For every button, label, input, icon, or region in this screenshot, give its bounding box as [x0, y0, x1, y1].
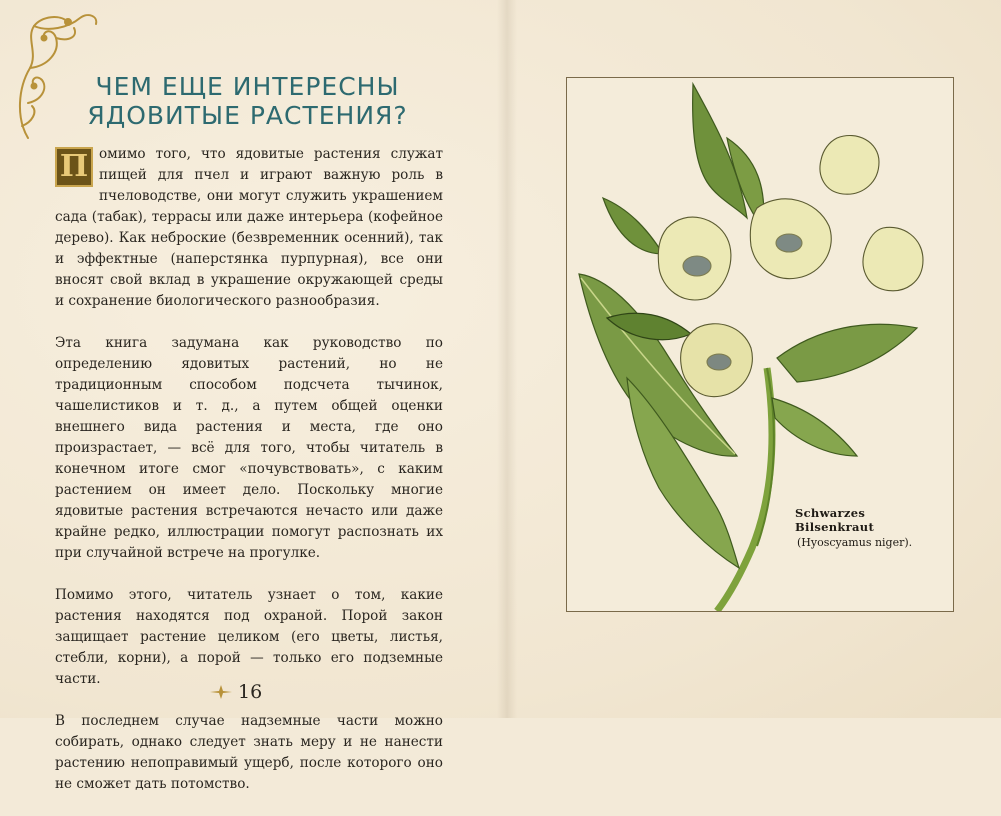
- paragraph-1: [55, 144, 443, 312]
- caption-latin: (Hyoscyamus niger).: [797, 536, 913, 549]
- paragraph-2: Эта книга задумана как руководство по определению ядовитых растений, но не традиционным способом подсчета тычинок, чашелистиков и т. д., а путем общей оценки внешнего вида растения и места, где оно произрастает, — всё для того, чтобы читатель в конечном итоге смог «почувствовать», с каким растением он имеет дело. Поскольку многие ядовитые растения встречаются нечасто или даже крайне редко, иллюстрации помогут распознать их при случайной встрече на прогулке.: [55, 335, 443, 561]
- title-line-2: ЯДОВИТЫЕ РАСТЕНИЯ?: [87, 101, 408, 130]
- caption-name: Schwarzes Bilsenkraut: [795, 506, 875, 534]
- paragraph-3: Помимо этого, читатель узнает о том, какие растения находятся под охраной. Порой закон защищает растение целиком (его цветы, листья, стебли, корни), а порой — только его подземные части.: [55, 587, 443, 687]
- star-ornament-icon: [210, 685, 232, 699]
- drop-cap: П: [55, 147, 93, 187]
- title-line-1: ЧЕМ ЕЩЕ ИНТЕРЕСНЫ: [95, 72, 400, 101]
- paragraph-4: В последнем случае надземные части можно собирать, однако следует знать меру и не нанести растению непоправимый ущерб, после которого оно не сможет дать потомство.: [55, 713, 443, 792]
- page-number-text: 16: [238, 681, 263, 703]
- body-text: [55, 144, 443, 816]
- illustration-caption: [795, 506, 945, 549]
- page-title: [50, 72, 445, 130]
- illustration-frame: [566, 77, 954, 612]
- paragraph-1-text: омимо того, что ядовитые растения служат пищей для пчел и играют важную роль в пчеловодстве, они могут служить украшением сада (табак), террасы или даже интерьера (кофейное дерево). Как неброские (безвременник осенний), так и эффектные (наперстянка пурпурная), все они вносят свой вклад в украшение окружающей среды и сохранение биологического разнообразия.: [55, 146, 443, 309]
- book-gutter: [497, 0, 517, 718]
- page-number: [210, 681, 262, 703]
